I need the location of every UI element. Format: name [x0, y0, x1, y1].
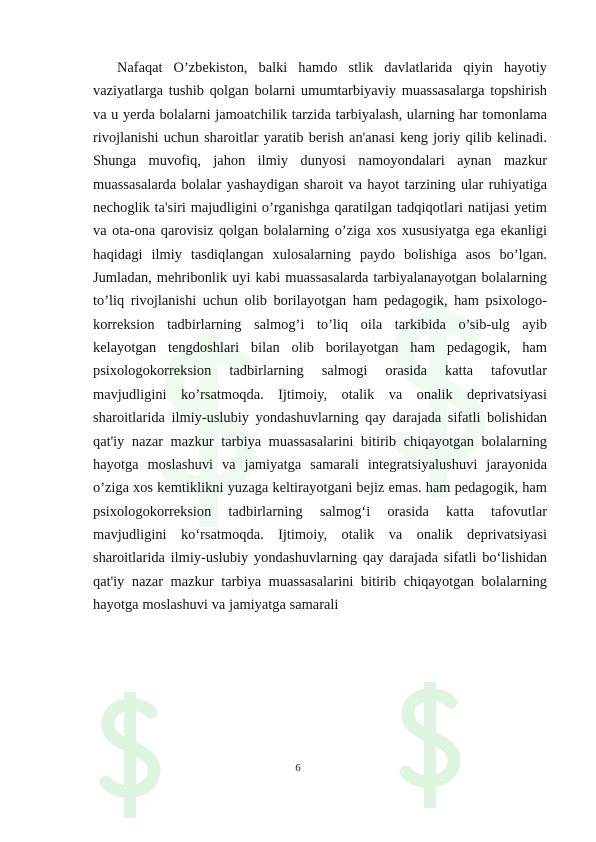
body-text-block	[93, 57, 547, 617]
watermark-logo-icon	[96, 690, 166, 820]
body-paragraph: Nafaqat O’zbekiston, balki hamdo stlik davlatlarida qiyin hayotiy vaziyatlarga tushib qolgan bolarni umumtarbiyaviy muassasalarga topshirish va u yerda bolalarni jamoatchilik tarzida tarbiyalash, ularning har tomonlama rivojlanishi uchun sharoitlar yaratib berish an'anasi keng joriy qilib kelinadi. Shunga muvofiq, jahon ilmiy dunyosi namoyondalari aynan mazkur muassasalarda bolalar yashaydigan sharoit va hayot tarzining ular ruhiyatiga nechoglik ta'siri majudligini o’rganishga qaratilgan tadqiqotlari natijasi yetim va ota-ona qarovisiz qolgan bolalarning o’ziga xos xususiyatga ega ekanligi haqidagi ilmiy tasdiqlangan xulosalarning paydo bolishiga asos bo’lgan. Jumladan, mehribonlik uyi kabi muassasalarda tarbiyalanayotgan bolalarning to’liq rivojlanishi uchun olib borilayotgan ham pedagogik, ham psixologo-korreksion tadbirlarning salmog’i to’liq oila tarkibida o’sib-ulg ayib kelayotgan tengdoshlari bilan olib borilayotgan ham pedagogik, ham psixologokorreksion tadbirlarning salmogi orasida katta tafovutlar mavjudligini ko’rsatmoqda. Ijtimoiy, otalik va onalik deprivatsiyasi sharoitlarida ilmiy-uslubiy yondashuvlarning qay darajada sifatli bolishidan qat'iy nazar mazkur tarbiya muassasalarini bitirib chiqayotgan bolalarning hayotga moslashuvi va jamiyatga samarali integratsiyalushuvi jarayonida o’ziga xos kemtiklikni yuzaga keltirayotgani bejiz emas. ham pedagogik, ham psixologokorreksion tadbirlarning salmog‘i orasida katta tafovutlar mavjudligini ko‘rsatmoqda. Ijtimoiy, otalik va onalik deprivatsiyasi sharoitlarida ilmiy-uslubiy yondashuvlarning qay darajada sifatli bo‘lishidan qat'iy nazar mazkur tarbiya muassasalarini bitirib chiqayotgan bolalarning hayotga moslashuvi va jamiyatga samarali	[93, 60, 547, 613]
watermark-logo-icon	[396, 680, 466, 810]
page-number: 6	[295, 762, 301, 774]
dollar-icon	[396, 680, 466, 810]
dollar-icon	[96, 690, 166, 820]
